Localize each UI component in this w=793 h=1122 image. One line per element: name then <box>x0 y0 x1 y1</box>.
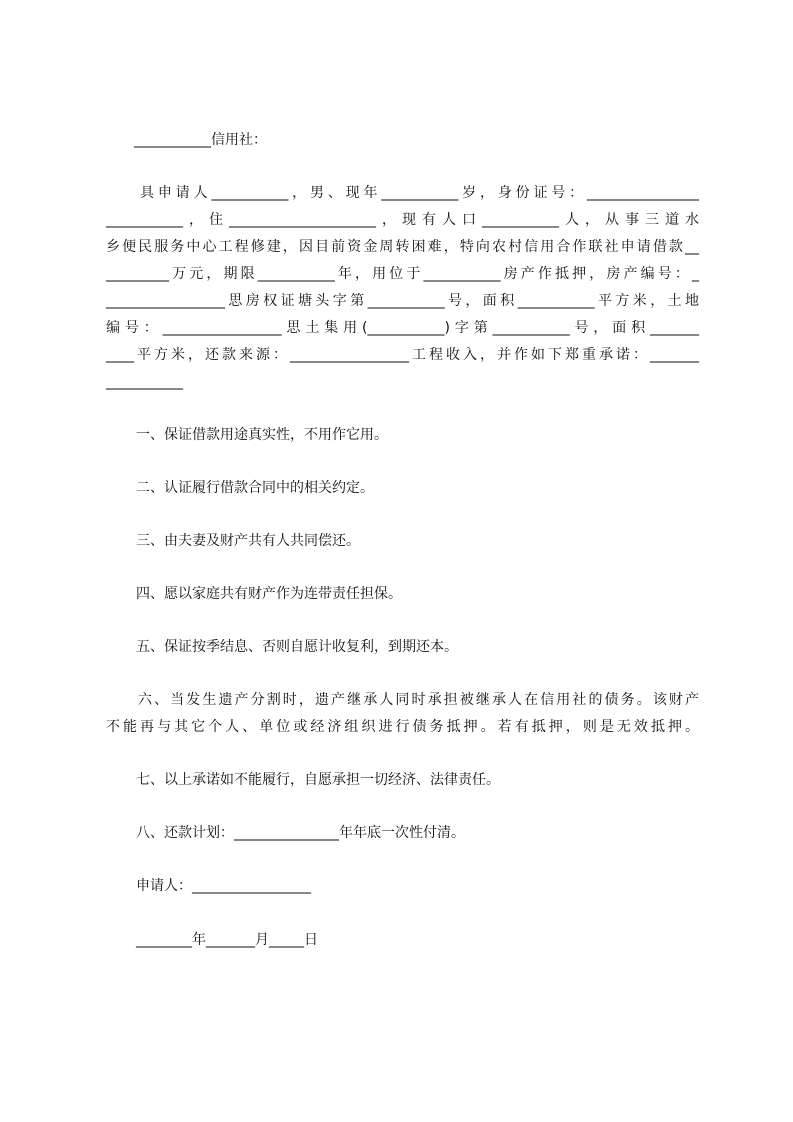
commitment-item-six: 六、当发生遗产分割时，遗产继承人同时承担被继承人在信用社的债务。该财产 <box>138 692 699 708</box>
body-line: 乡便民服务中心工程修建，因目前资金周转困难，特向农村信用合作联社申请借款__ <box>106 239 699 255</box>
body-line: ___________，住_____________________，现有人口___________人，从事三道水 <box>106 212 699 228</box>
commitment-item: 一、保证借款用途真实性，不用作它用。 <box>136 427 388 443</box>
body-line: ___________ <box>106 374 183 390</box>
commitment-item: 三、由夫妻及财产共有人共同偿还。 <box>136 533 360 549</box>
body-line: 编号：_________________思土集用(___________)字第___________号，面积_______ <box>106 320 699 336</box>
addressee-line: ___________信用社： <box>134 132 267 148</box>
repayment-plan: 八、还款计划：_______________年年底一次性付清。 <box>136 825 465 841</box>
commitment-item: 二、认证履行借款合同中的相关约定。 <box>136 480 374 496</box>
body-line: ____平方米，还款来源：_________________工程收入，并作如下郑重承诺：_______ <box>106 347 699 363</box>
body-line: _________________思房权证塘头字第___________号，面积___________平方米，土地 <box>106 293 699 309</box>
body-line: 具申请人___________，男、现年___________岁，身份证号：________________ <box>140 185 699 201</box>
applicant-signature-line: 申请人：_________________ <box>136 878 311 894</box>
commitment-item: 五、保证按季结息、否则自愿计收复利，到期还本。 <box>136 639 458 655</box>
commitment-item: 四、愿以家庭共有财产作为连带责任担保。 <box>136 586 402 602</box>
commitment-item-seven: 七、以上承诺如不能履行，自愿承担一切经济、法律责任。 <box>136 772 500 788</box>
commitment-item-six: 不能再与其它个人、单位或经济组织进行债务抵押。若有抵押，则是无效抵押。 <box>106 719 699 735</box>
date-line: ________年_______月_____日 <box>136 932 318 948</box>
body-line: _________万元，期限___________年，用位于___________房产作抵押，房产编号：_ <box>106 266 699 282</box>
